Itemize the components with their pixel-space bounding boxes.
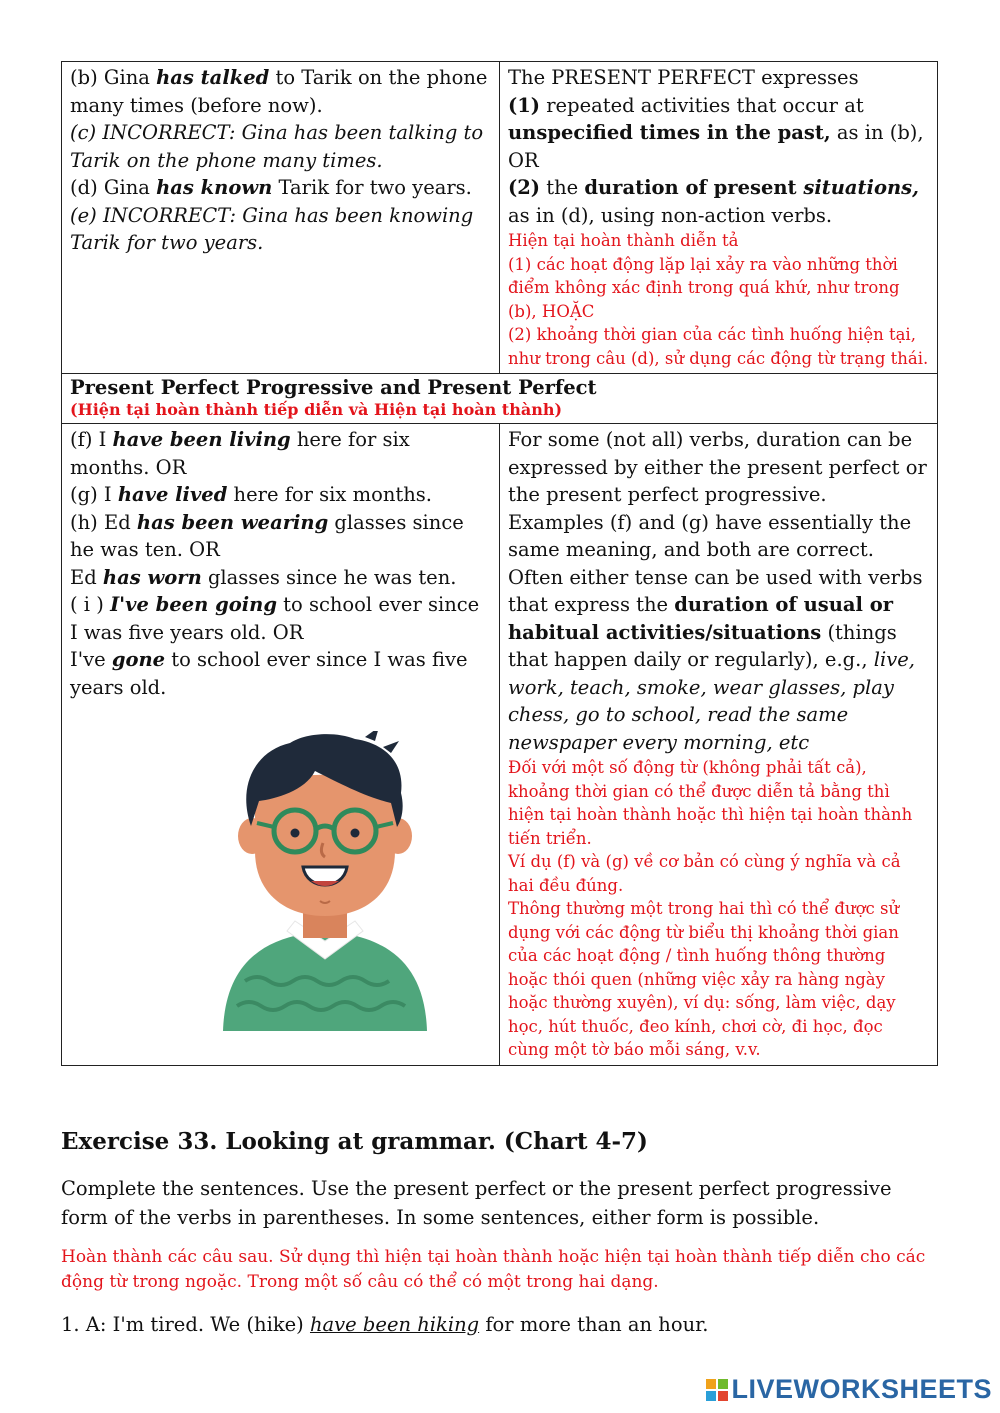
example-g: (g) I have lived here for six months. xyxy=(70,483,433,506)
logo-text: LIVEWORKSHEETS xyxy=(731,1374,992,1404)
translation-paragraph-3: Thông thường một trong hai thì có thể được sử dụng với các động từ biểu thị khoảng thời gian của các hoạt động / tình huống thông thường hoặc thói quen (những việc xảy ra hàng ngày hoặc thường xuyên), ví dụ: sống, làm việc, dạy học, hút thuốc, đeo kính, chơi cờ, đi học, đọc cùng một tờ báo mỗi sáng, v.v. xyxy=(508,899,900,1059)
examples-cell xyxy=(62,424,500,1066)
exercise-instructions: Complete the sentences. Use the present perfect or the present perfect progressive form of the verbs in parentheses. In some sentences, either form is possible. xyxy=(61,1177,892,1229)
example-b: (b) Gina has talked to Tarik on the phone many times (before now). xyxy=(70,66,488,117)
explanation-cell xyxy=(500,62,938,374)
explanation-paragraph-2: Examples (f) and (g) have essentially the same meaning, and both are correct. xyxy=(508,510,912,561)
examples-cell xyxy=(62,62,500,374)
explanation-point-1: (1) repeated activities that occur at unspecified times in the past, as in (b), OR xyxy=(508,93,924,172)
explanation-point-2: (2) the duration of present situations, as in (d), using non-action verbs. xyxy=(508,176,919,227)
example-i: ( i ) I've been going to school ever since I was five years old. OR xyxy=(70,593,480,644)
item-1-answer[interactable]: have been hiking xyxy=(309,1313,480,1336)
table-row xyxy=(62,62,938,374)
translation-paragraph-2: Ví dụ (f) và (g) về cơ bản có cùng ý nghĩa và cả hai đều đúng. xyxy=(508,852,901,895)
example-h: (h) Ed has been wearing glasses since he was ten. OR xyxy=(70,510,464,561)
exercise-title: Exercise 33. Looking at grammar. (Chart 4-7) xyxy=(61,1128,648,1155)
example-f: (f) I have been living here for six months. OR xyxy=(70,428,410,479)
section-header-cell xyxy=(62,374,938,424)
section-header-row xyxy=(62,374,938,424)
liveworksheets-logo[interactable] xyxy=(706,1374,992,1405)
logo-mark-icon xyxy=(706,1379,728,1401)
translation-paragraph-1: Đối với một số động từ (không phải tất cả), khoảng thời gian có thể được diễn tả bằng thì hiện tại hoàn thành hoặc thì hiện tại hoàn thành tiến triển. xyxy=(508,758,913,848)
example-c: (c) INCORRECT: Gina has been talking to Tarik on the phone many times. xyxy=(70,121,484,172)
example-i-alt: I've gone to school ever since I was five years old. xyxy=(70,648,468,699)
grammar-chart-table xyxy=(61,61,938,1066)
translation-point-1: (1) các hoạt động lặp lại xảy ra vào những thời điểm không xác định trong quá khứ, như trong (b), HOẶC xyxy=(508,254,900,321)
explanation-paragraph-1: For some (not all) verbs, duration can be expressed by either the present perfect or the present perfect progressive. xyxy=(508,428,927,506)
explanation-intro: The PRESENT PERFECT expresses xyxy=(508,66,859,89)
translation-intro: Hiện tại hoàn thành diễn tả xyxy=(508,231,739,250)
student-illustration xyxy=(70,701,491,1041)
section-title-translation: (Hiện tại hoàn thành tiếp diễn và Hiện tại hoàn thành) xyxy=(70,400,563,419)
explanation-paragraph-3: Often either tense can be used with verbs that express the duration of usual or habitual activities/situations (things that happen daily or regularly), e.g., live, work, teach, smoke, wear glasses, play chess, go to school, read the same newspaper every morning, etc xyxy=(508,565,923,754)
exercise-instructions-translation: Hoàn thành các câu sau. Sử dụng thì hiện tại hoàn thành hoặc hiện tại hoàn thành tiếp diễn cho các động từ trong ngoặc. Trong một số câu có thể có một trong hai dạng. xyxy=(61,1247,926,1292)
example-h-alt: Ed has worn glasses since he was ten. xyxy=(70,565,457,589)
example-e: (e) INCORRECT: Gina has been knowing Tarik for two years. xyxy=(70,203,474,254)
exercise-item-1: 1. A: I'm tired. We (hike) have been hiking for more than an hour. xyxy=(61,1313,709,1336)
boy-with-glasses-illustration xyxy=(215,731,435,1031)
example-d: (d) Gina has known Tarik for two years. xyxy=(70,176,472,199)
translation-point-2: (2) khoảng thời gian của các tình huống hiện tại, như trong câu (d), sử dụng các động từ trạng thái. xyxy=(508,325,929,368)
table-row xyxy=(62,424,938,1066)
section-title: Present Perfect Progressive and Present Perfect xyxy=(70,376,597,399)
explanation-cell xyxy=(500,424,938,1066)
